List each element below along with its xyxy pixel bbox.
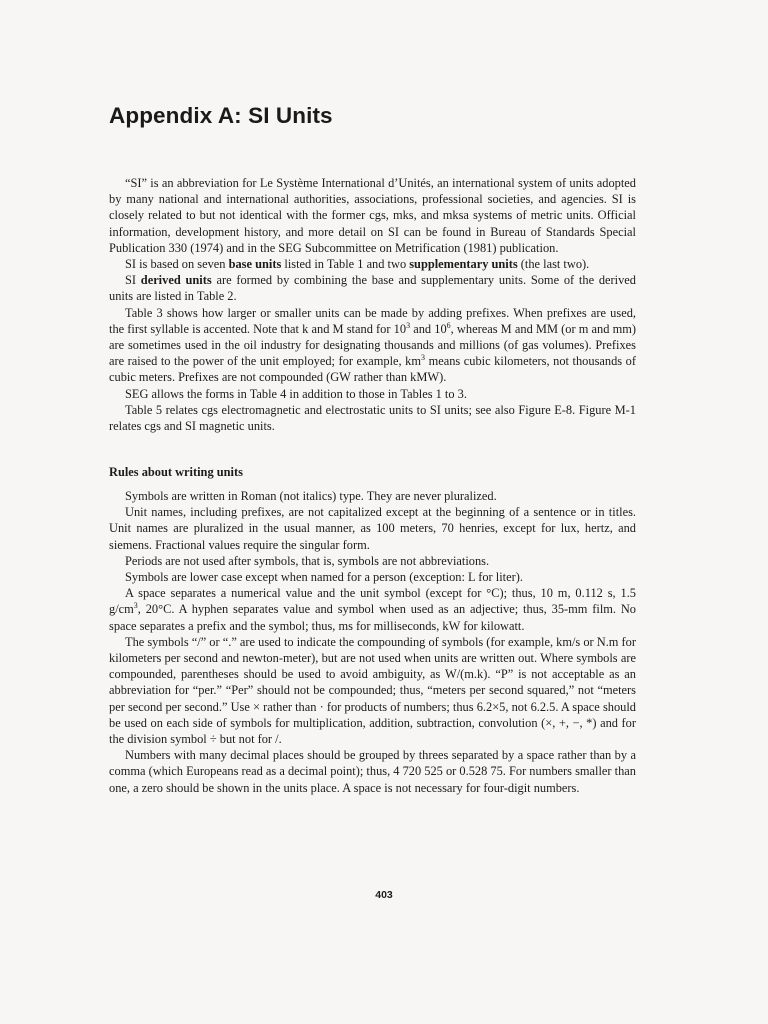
page-title: Appendix A: SI Units (109, 103, 333, 128)
intro-paragraph-1: “SI” is an abbreviation for Le Système International d’Unités, an international system of units adopted by many national and international authorities, associations, professional societies, and agencies. SI is closely related to but not identical with the former cgs, mks, and mksa systems of metric units. Official information, development history, and more detail on SI can be found in Bureau of Standards Special Publication 330 (1974) and in the SEG Subcommittee on Metrification (1981) publication. (109, 176, 636, 255)
rules-heading: Rules about writing units (109, 465, 243, 479)
intro-section (109, 175, 636, 434)
base-units-term: base units (228, 257, 282, 272)
rule-paragraph-4: Symbols are lower case except when named for a person (exception: L for liter). (125, 570, 523, 585)
supplementary-units-term: supplementary units (409, 257, 518, 272)
page-number: 403 (375, 889, 393, 901)
rule-paragraph-2: Unit names, including prefixes, are not capitalized except at the beginning of a sentence or in titles. Unit names are pluralized in the usual manner, as 100 meters, 70 henries, except for lux, hertz, and siemens. Fractional values require the singular form. (109, 505, 636, 552)
intro-paragraph-5: SEG allows the forms in Table 4 in addition to those in Tables 1 to 3. (125, 386, 467, 401)
intro-paragraph-4: Table 3 shows how larger or smaller units can be made by adding prefixes. When prefixes are used, the first syllable is accented. Note that k and M stand for $10^3$ and $10^6$, whereas M and MM (or m and mm) are sometimes used in the oil industry for designating thousands and millions (of gas volumes). Prefixes are raised to the power of the unit employed; for example, $km^3$ means cubic kilometers, not thousands of cubic meters. Prefixes are not compounded (GW rather than kMW). (109, 305, 636, 385)
intro-paragraph-6: Table 5 relates cgs electromagnetic and electrostatic units to SI units; see also Figure E-8. Figure M-1 relates cgs and SI magnetic units. (109, 402, 636, 434)
intro-paragraph-2: SI is based on seven base units listed in Table 1 and two supplementary units (the last two). (125, 257, 590, 272)
rules-section (109, 488, 636, 796)
rule-paragraph-5: A space separates a numerical value and the unit symbol (except for °C); thus, 10 m, 0.112 s, 1.5 $g/cm^3$, 20°C. A hyphen separates value and symbol when used as an adjective; thus, 35-mm film. No space separates a prefix and the symbol; thus, ms for milliseconds, kW for kilowatt. (109, 586, 636, 633)
rule-paragraph-7: Numbers with many decimal places should be grouped by threes separated by a space rather than by a comma (which Europeans read as a decimal point); thus, 4 720 525 or 0.528 75. For numbers smaller than one, a zero should be shown in the units place. A space is not necessary for four-digit numbers. (109, 748, 636, 795)
rule-paragraph-1: Symbols are written in Roman (not italics) type. They are never pluralized. (125, 489, 497, 503)
rule-paragraph-6: The symbols “/” or “.” are used to indicate the compounding of symbols (for example, km/s or N.m for kilometers per second and newton-meter), but are not used when units are written out. Where symbols are compounded, parentheses should be used to avoid ambiguity, as W/(m.k). “P” is not acceptable as an abbreviation for “per.” “Per” should not be compounded; thus, “meters per second squared,” not “meters per second per second.” Use × rather than · for products of numbers; thus 6.2×5, not 6.2.5. A space should be used on each side of symbols for multiplication, addition, subtraction, convolution (×, +, −, *) and for the division symbol ÷ but not for /. (109, 634, 636, 747)
rule-paragraph-3: Periods are not used after symbols, that is, symbols are not abbreviations. (125, 553, 490, 568)
derived-units-term: derived units (140, 273, 212, 288)
intro-paragraph-3: SI derived units are formed by combining the base and supplementary units. Some of the derived units are listed in Table 2. (109, 273, 636, 304)
